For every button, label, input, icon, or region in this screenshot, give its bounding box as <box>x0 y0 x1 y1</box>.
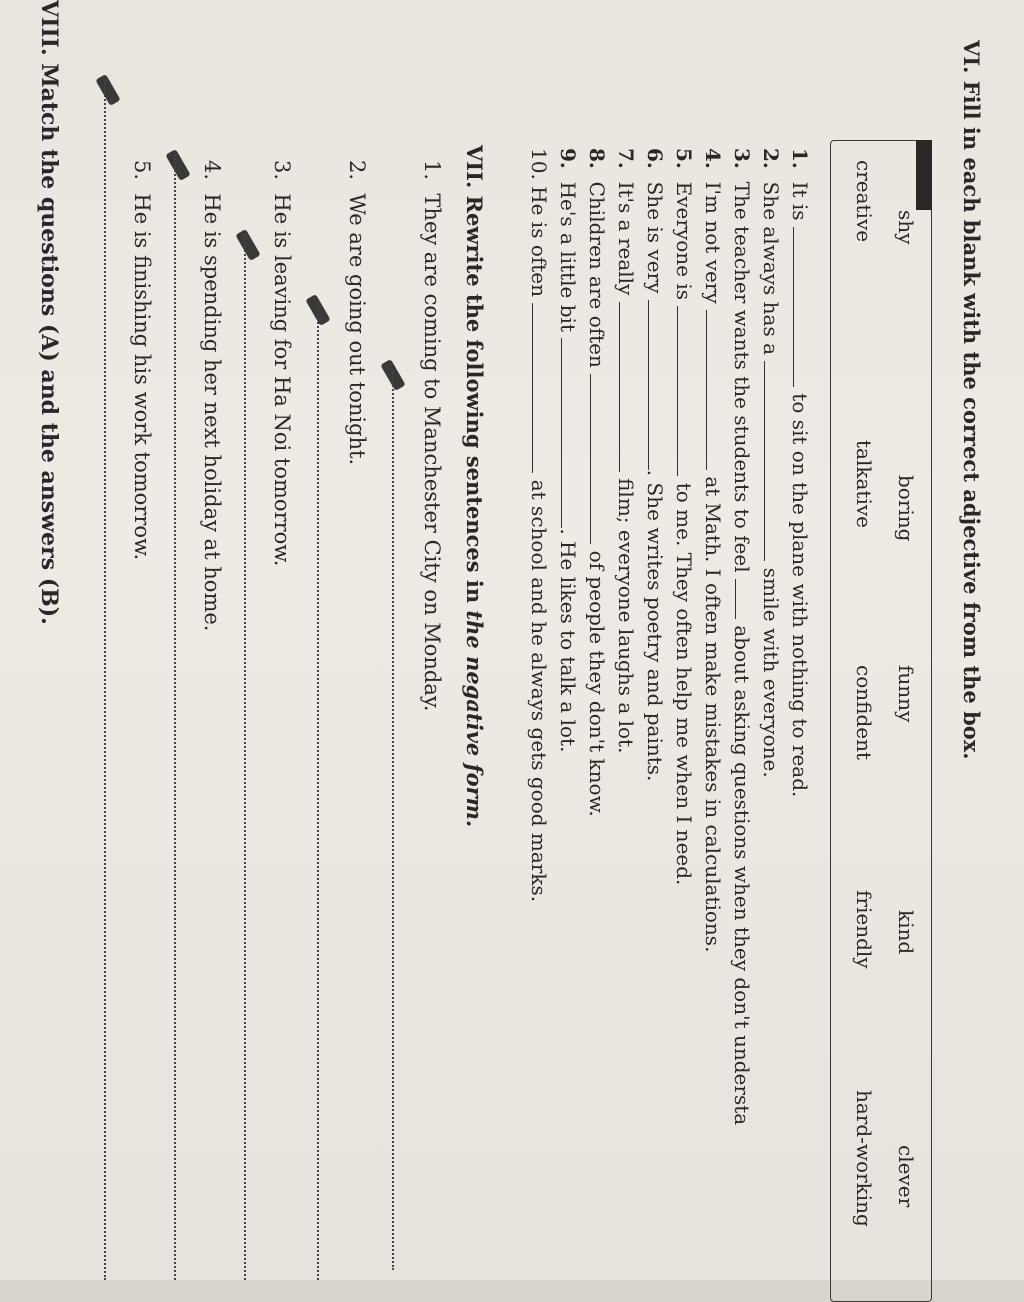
exercise-item-9: 9. He's a little bit . He likes to talk a lot. <box>556 148 580 753</box>
box-word-friendly: friendly <box>852 890 876 969</box>
box-word-creative: creative <box>852 160 876 243</box>
section6-title: VI. Fill in each blank with the correct adjective from the box. <box>959 40 984 760</box>
exercise-item-1: 1. It is to sit on the plane with nothing to read. <box>788 148 812 798</box>
answer-blank-5[interactable] <box>677 306 696 476</box>
exercise-item-4: 4. I'm not very at Math. I often make mistakes in calculations. <box>701 148 725 953</box>
answer-blank-3[interactable] <box>735 579 754 619</box>
answer-blank-10[interactable] <box>532 303 551 473</box>
section7-title: VII. Rewrite the following sentences in the negative form. <box>462 145 487 828</box>
answer-line-5[interactable] <box>104 80 106 1280</box>
answer-line-1[interactable] <box>392 370 394 1270</box>
pen-icon <box>165 149 190 181</box>
rewrite-item-5: 5. He is finishing his work tomorrow. <box>130 160 154 561</box>
exercise-item-10: 10. He is often at school and he always gets good marks. <box>527 148 551 903</box>
box-word-kind: kind <box>894 910 918 955</box>
box-word-confident: confident <box>852 665 876 761</box>
section8-title: VIII. Match the questions (A) and the answers (B). <box>36 0 62 625</box>
answer-line-3[interactable] <box>244 230 246 1280</box>
exercise-item-3: 3. The teacher wants the students to feel about asking questions when they don't understa <box>730 148 754 1126</box>
box-word-shy: shy <box>894 210 918 245</box>
box-word-clever: clever <box>894 1145 918 1208</box>
answer-blank-8[interactable] <box>590 374 609 544</box>
rewrite-item-2: 2. We are going out tonight. <box>345 160 369 466</box>
exercise-item-5: 5. Everyone is to me. They often help me when I need. <box>672 148 696 886</box>
box-word-hard-working: hard-working <box>852 1090 876 1227</box>
answer-blank-1[interactable] <box>793 227 812 387</box>
pen-icon <box>235 229 260 261</box>
exercise-item-6: 6. She is very . She writes poetry and paints. <box>643 148 667 782</box>
answer-blank-4[interactable] <box>706 310 725 470</box>
box-word-talkative: talkative <box>852 440 876 528</box>
answer-line-4[interactable] <box>174 155 176 1280</box>
rewrite-item-3: 3. He is leaving for Ha Noi tomorrow. <box>270 160 294 567</box>
box-word-funny: funny <box>894 665 918 723</box>
box-corner-mark <box>916 140 932 210</box>
box-word-boring: boring <box>894 475 918 542</box>
answer-blank-6[interactable] <box>648 300 667 470</box>
exercise-item-7: 7. It's a really film; everyone laughs a lot. <box>614 148 638 754</box>
rewrite-item-1: 1. They are coming to Manchester City on Monday. <box>420 160 444 712</box>
rewrite-item-4: 4. He is spending her next holiday at home. <box>200 160 224 632</box>
exercise-item-2: 2. She always has a smile with everyone. <box>759 148 783 778</box>
exercise-item-8: 8. Children are often of people they don't know. <box>585 148 609 817</box>
answer-blank-7[interactable] <box>619 302 638 472</box>
answer-blank-2[interactable] <box>764 361 783 561</box>
pen-icon <box>95 74 120 106</box>
answer-blank-9[interactable] <box>561 338 580 528</box>
answer-line-2[interactable] <box>317 305 319 1280</box>
